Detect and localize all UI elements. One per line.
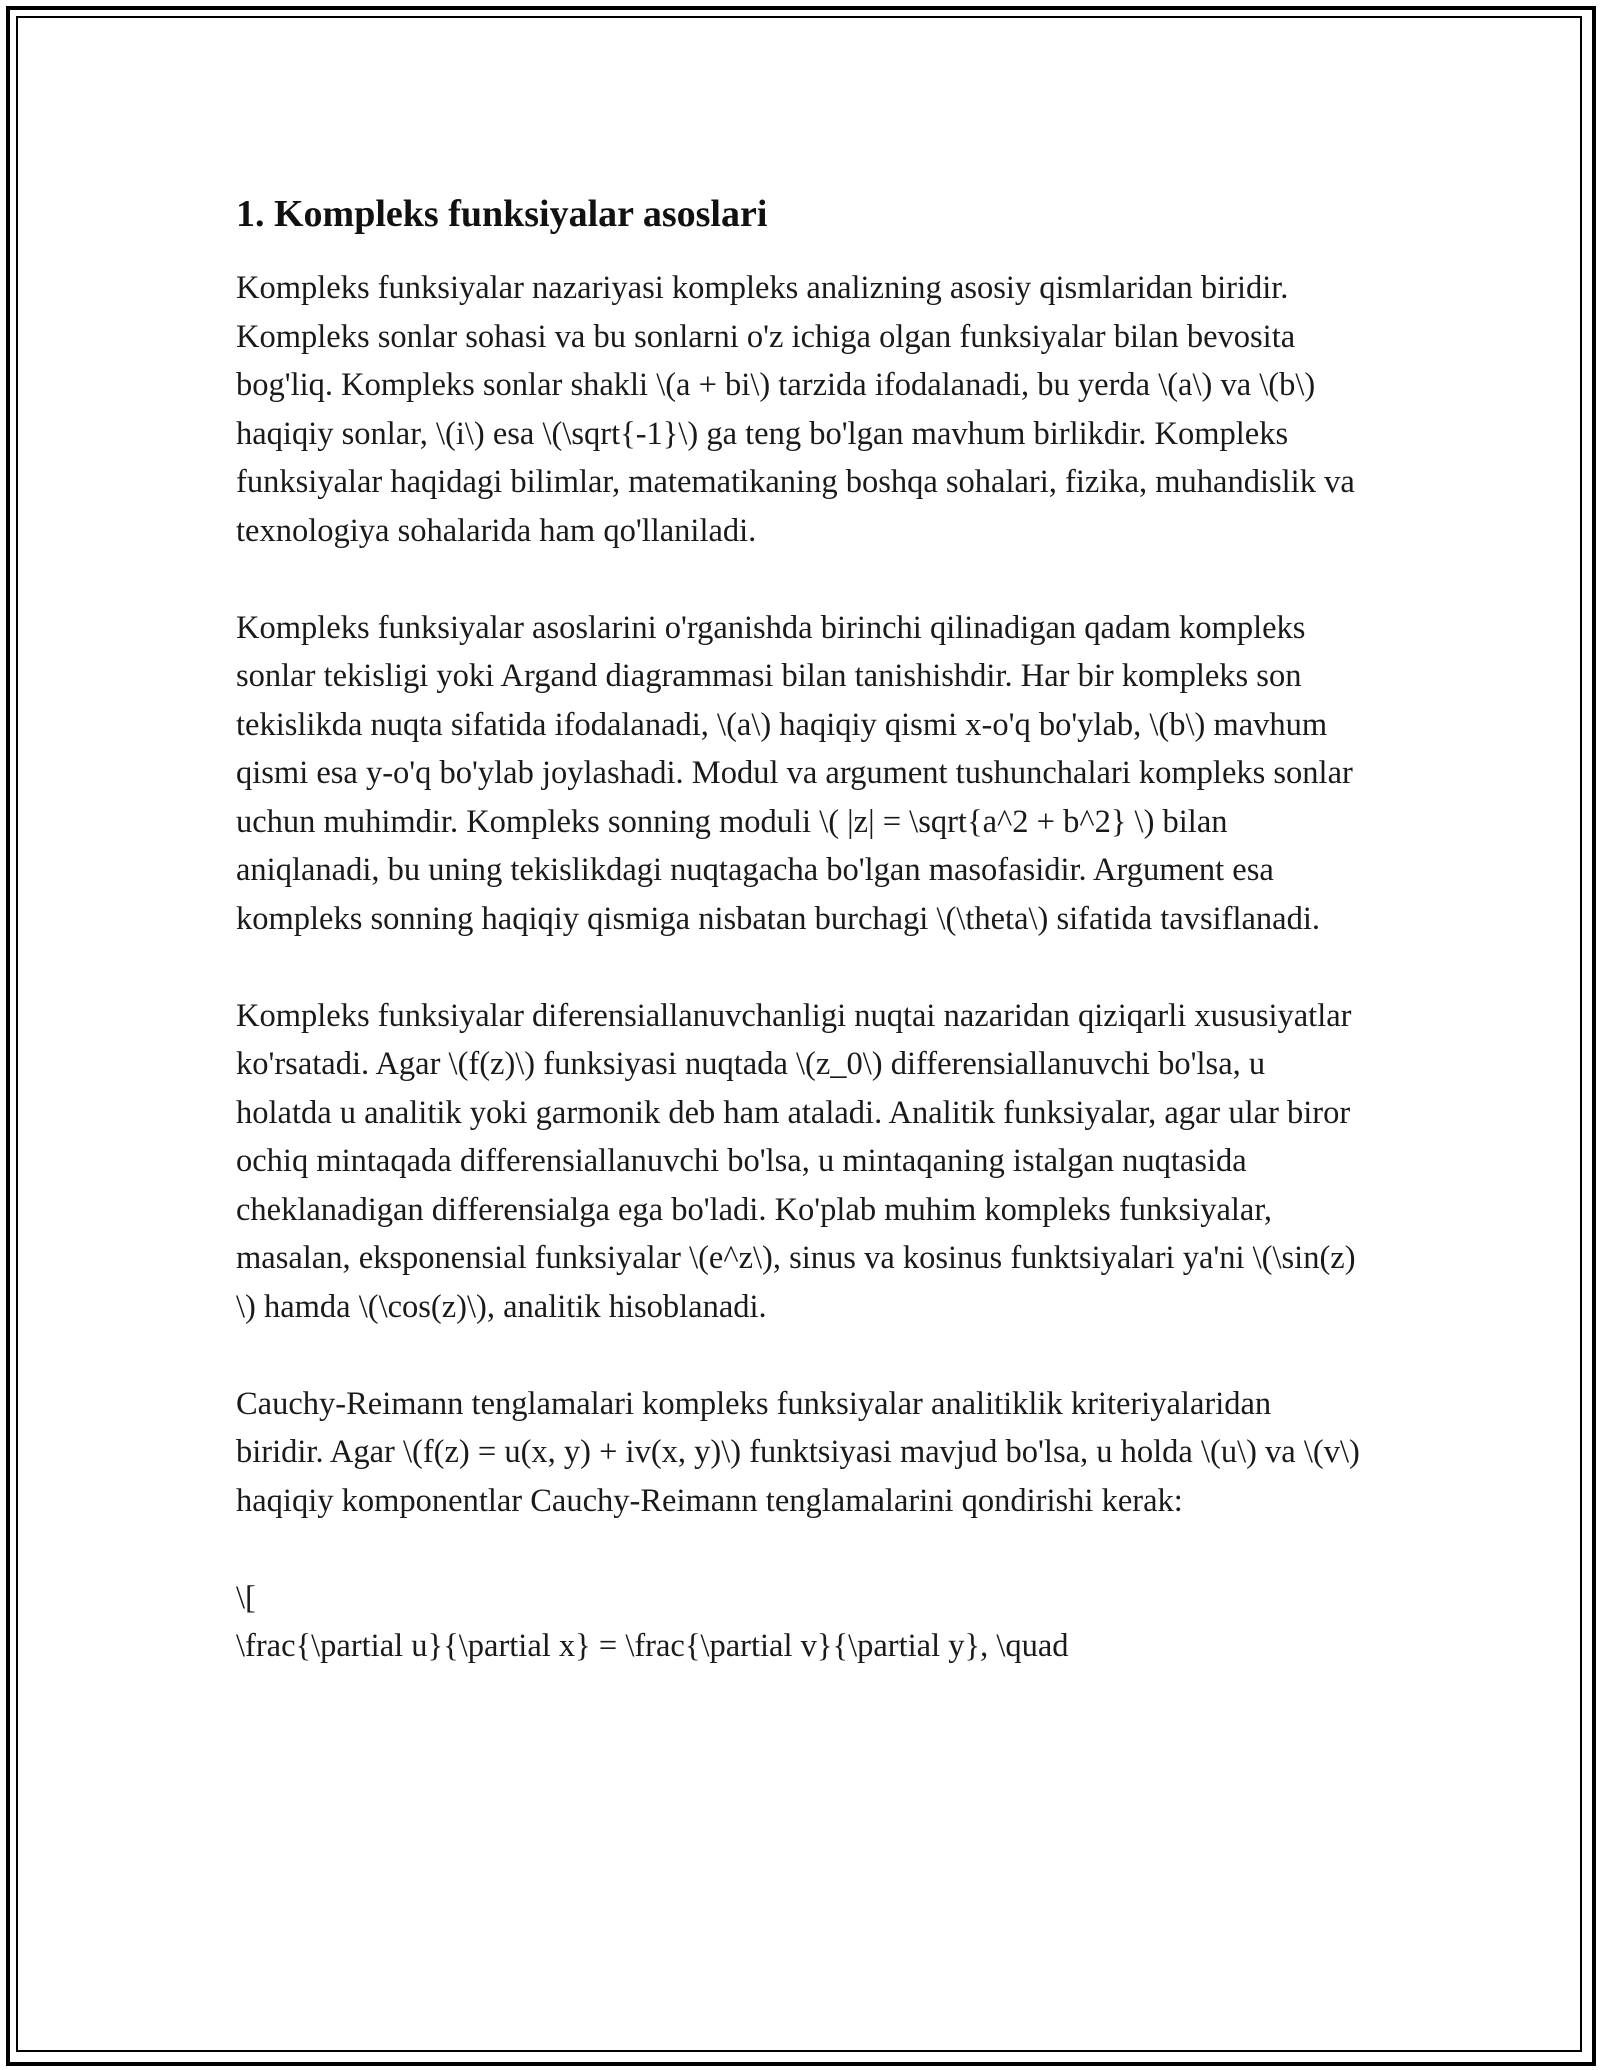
paragraph-argand: Kompleks funksiyalar asoslarini o'rganishda birinchi qilinadigan qadam kompleks sonlar tekisligi yoki Argand diagrammasi bilan tanishishdir. Har bir kompleks son tekislikda nuqta sifatida ifodalanadi, \(a\) haqiqiy qismi x-o'q bo'ylab, \(b\) mavhum qismi esa y-o'q bo'ylab joylashadi. Modul va argument tushunchalari kompleks sonlar uchun muhimdir. Kompleks sonning moduli \( |z| = \sqrt{a^2 + b^2} \) bilan aniqlanadi, bu uning tekislikdagi nuqtagacha bo'lgan masofasidir. Argument esa kompleks sonning haqiqiy qismiga nisbatan burchagi \(\theta\) sifatida tavsiflanadi. (236, 609, 1353, 937)
paragraph-cauchy-riemann: Cauchy-Reimann tenglamalari kompleks funksiyalar analitiklik kriteriyalaridan biridir. Agar \(f(z) = u(x, y) + iv(x, y)\) funktsiyasi mavjud bo'lsa, u holda \(u\) va \(v\) haqiqiy komponentlar Cauchy-Reimann tenglamalarini qondirishi kerak: (236, 1385, 1360, 1519)
paragraph-analytic: Kompleks funksiyalar diferensiallanuvchanligi nuqtai nazaridan qiziqarli xususiyatlar ko'rsatadi. Agar \(f(z)\) funksiyasi nuqtada \(z_0\) differensiallanuvchi bo'lsa, u holatda u analitik yoki garmonik deb ham ataladi. Analitik funksiyalar, agar ular biror ochiq mintaqada differensiallanuvchi bo'lsa, u mintaqaning istalgan nuqtasida cheklanadigan differensialga ega bo'ladi. Ko'plab muhim kompleks funksiyalar, masalan, eksponensial funksiyalar \(e^z\), sinus va kosinus funktsiyalari ya'ni \(\sin(z) \) hamda \(\cos(z)\), analitik hisoblanadi. (236, 997, 1356, 1325)
section-heading: 1. Kompleks funksiyalar asoslari (236, 193, 768, 235)
paragraph-intro: Kompleks funksiyalar nazariyasi kompleks analizning asosiy qismlaridan biridir. Kompleks sonlar sohasi va bu sonlarni o'z ichiga olgan funksiyalar bilan bevosita bog'liq. Kompleks sonlar shakli \(a + bi\) tarzida ifodalanadi, bu yerda \(a\) va \(b\) haqiqiy sonlar, \(i\) esa \(\sqrt{-1}\) ga teng bo'lgan mavhum birlikdir. Kompleks funksiyalar haqidagi bilimlar, matematikaning boshqa sohalari, fizika, muhandislik va texnologiya sohalarida ham qo'llaniladi. (236, 270, 1355, 549)
math-open-delimiter: \[ (236, 1579, 256, 1616)
document-body (236, 186, 1366, 1671)
math-equation-line: \frac{\partial u}{\partial x} = \frac{\partial v}{\partial y}, \quad (236, 1628, 1069, 1664)
